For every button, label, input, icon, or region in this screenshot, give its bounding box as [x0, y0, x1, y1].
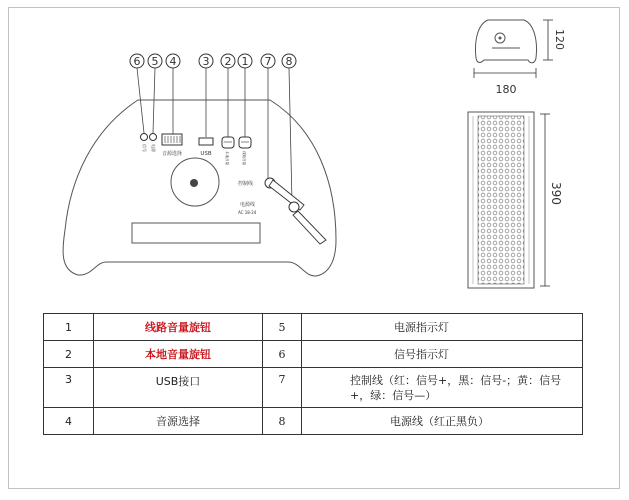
- table-row: [44, 408, 583, 435]
- callout-3: [199, 54, 213, 68]
- row-description: 本地音量旋钮: [94, 341, 263, 368]
- row-number: 4: [44, 408, 94, 435]
- row-number: 3: [44, 368, 94, 408]
- row-description-2: [302, 341, 583, 368]
- callout-4-label: 4: [169, 55, 177, 68]
- power-led-label: 电源: [151, 144, 156, 152]
- power-line-cable: [293, 211, 326, 244]
- source-select-label: 音源选择: [161, 151, 183, 157]
- front-grille: [478, 116, 524, 284]
- power-spec-label: AC 18-24: [238, 210, 257, 215]
- speaker-back-outline: [63, 100, 336, 276]
- row-description-2-text: 信号指示灯: [394, 348, 449, 361]
- row-description-2-text: 电源线（红正黑负）: [390, 415, 489, 428]
- dim-height-line: [543, 20, 553, 60]
- table-row: [44, 341, 583, 368]
- row-number: 2: [44, 341, 94, 368]
- row-description-2-text: 控制线（红：信号+，黑：信号-；黄：信号+，绿：信号—）: [350, 373, 562, 402]
- callout-5: [148, 54, 162, 68]
- signal-led-label: 信号: [142, 144, 147, 152]
- line-volume-knob: [239, 137, 251, 148]
- row-description-2: [302, 368, 583, 408]
- callout-3-label: 3: [202, 55, 210, 68]
- dim-length-label: 390: [549, 182, 563, 205]
- table-row: [44, 314, 583, 341]
- speaker-dot: [190, 179, 198, 187]
- row-number: 1: [44, 314, 94, 341]
- row-description: 线路音量旋钮: [94, 314, 263, 341]
- row-number-2: 8: [263, 408, 302, 435]
- row-number-2: 7: [263, 368, 302, 408]
- row-description-2: [302, 314, 583, 341]
- dim-width-line: [474, 68, 536, 78]
- local-volume-label: 本地音量: [225, 151, 229, 165]
- callout-1-label: 1: [241, 55, 249, 68]
- callout-7: [261, 54, 275, 68]
- dim-width-label: 180: [495, 83, 517, 96]
- callout-8: [282, 54, 296, 68]
- callout-4: [166, 54, 180, 68]
- power-line-port: [289, 202, 299, 212]
- callout-2: [221, 54, 235, 68]
- row-description: USB接口: [94, 368, 263, 408]
- power-led: [150, 134, 157, 141]
- row-number-2: 5: [263, 314, 302, 341]
- power-line-label: 电源线: [240, 202, 256, 208]
- callout-6: [130, 54, 144, 68]
- spec-table: [43, 313, 583, 435]
- row-number-2: 6: [263, 341, 302, 368]
- local-volume-knob: [222, 137, 234, 148]
- callout-8-label: 8: [285, 55, 293, 68]
- table-row: [44, 368, 583, 408]
- usb-port: [199, 138, 213, 145]
- line-volume-label: 线路音量: [242, 151, 246, 165]
- callout-1: [238, 54, 252, 68]
- callout-5-label: 5: [151, 55, 159, 68]
- signal-led: [141, 134, 148, 141]
- dim-height-label: 120: [553, 29, 566, 50]
- callout-7-label: 7: [264, 55, 272, 68]
- usb-label: USB: [200, 151, 212, 157]
- callout-2-label: 2: [224, 55, 232, 68]
- control-line-label: 控制线: [238, 181, 254, 187]
- row-description-2-text: 电源指示灯: [394, 321, 449, 334]
- row-description-2: [302, 408, 583, 435]
- side-view-outline: [476, 20, 537, 63]
- row-description: 音源选择: [94, 408, 263, 435]
- dim-length-line: [540, 114, 550, 286]
- callout-6-label: 6: [133, 55, 141, 68]
- bottom-slot: [132, 223, 260, 243]
